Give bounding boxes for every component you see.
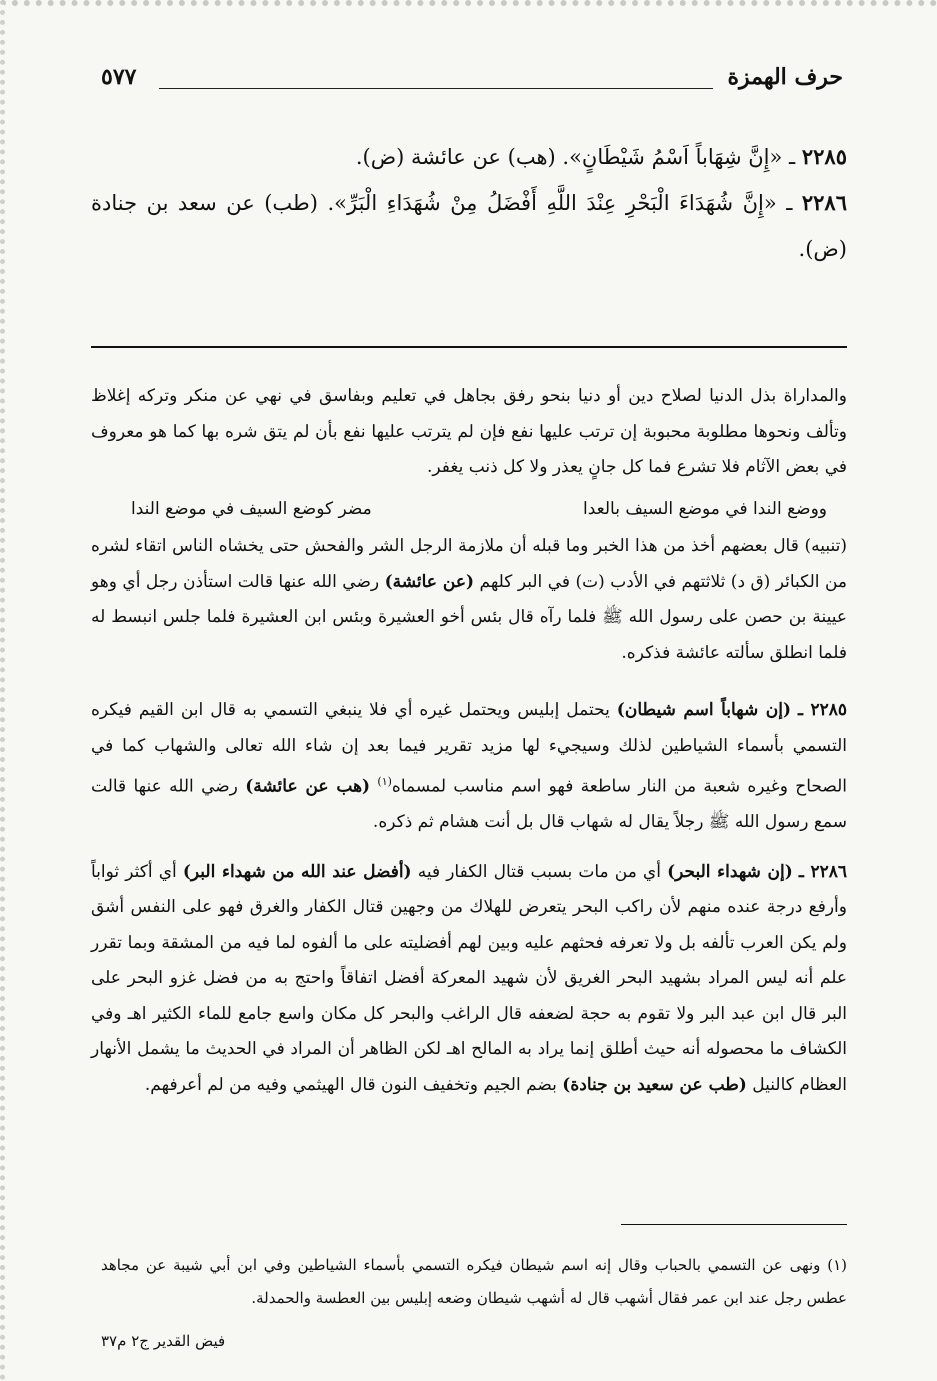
- commentary-block: [91, 379, 847, 1103]
- hadith-number: ٢٢٨٥: [801, 144, 847, 169]
- hadith-2285: ٢٢٨٥ ـ «إِنَّ شِهَاباً اَسْمُ شَيْطَانٍ». (هب) عن عائشة (ض).: [355, 144, 847, 169]
- matn-quote: (إن شهداء البحر): [667, 861, 793, 882]
- book-signature: فيض القدير ج٢ م٣٧: [101, 1332, 226, 1350]
- hadith-number: ٢٢٨٦: [801, 190, 847, 215]
- poem-verse: [131, 492, 827, 528]
- header-rule: [159, 88, 713, 89]
- commentary-text: رضي الله عنها قالت سمع رسول الله ﷺ رجلاً يقال له شهاب قال بل أنت هشام ثم ذكره.: [91, 776, 847, 833]
- tanbih-text: قال بعضهم أخذ من هذا الخبر وما قبله أن ملازمة الرجل الشر والفحش حتى يخشاه الناس اتقاء لشره من الكبائر (ق د) ثلاثتهم في الأدب (ت) في البر كلهم: [91, 536, 847, 592]
- commentary-intro: والمداراة بذل الدنيا لصلاح دين أو دنيا بنحو رفق بجاهل في تعليم وبفاسق في نهي عن منكر وتركه إغلاظ وتألف ونحوها مطلوبة محبوبة إن ترتب عليها نفع فإن لم يترتب عليها نفع بأن لم يتق شره بها كما هو معروف في بعض الآثام فلا تشرع فما كل جانٍ يعذر ولا كل ذنب يغفر.: [91, 386, 847, 477]
- source-ref: (طب عن سعيد بن جنادة): [562, 1074, 747, 1095]
- hadith-text-block: [91, 134, 847, 272]
- hadith-2286: ٢٢٨٦ ـ «إِنَّ شُهَدَاءَ الْبَحْرِ عِنْدَ اللَّهِ أَفْضَلُ مِنْ شُهَدَاءِ الْبَرِّ». (طب) عن سعد بن جنادة (ض).: [91, 190, 847, 261]
- commentary-text: يحتمل إبليس ويحتمل غيره أي فلا ينبغي التسمي به قال ابن القيم فيكره التسمي بأسماء الشياطين لذلك وسيجيء لها مزيد تقرير فيما بعد إن شاء الله تعالى والشهاب كما في الصحاح وغيره شعبة من النار ساطعة فهو اسم مناسب لمسماه: [91, 700, 847, 797]
- tanbih-text: رضي الله عنها قالت استأذن رجل أي وهو عيينة بن حصن على رسول الله ﷺ فلما رآه قال بئس أخو العشيرة وبئس ابن العشيرة فلما جلس انبسط له فلما انطلق سألته عائشة فذكره.: [91, 571, 847, 663]
- commentary-2285: [91, 693, 847, 841]
- matn-quote: (إن شهاباً اسم شيطان): [616, 700, 791, 720]
- commentary-text: أي من مات بسبب قتال الكفار فيه: [417, 861, 661, 882]
- paragraph-gap: [91, 841, 847, 855]
- footnote-text: (١) ونهى عن التسمي بالحباب وقال إنه اسم شيطان فيكره التسمي بأسماء الشياطين وفي ابن أبي شيبة عن مجاهد عطس رجل عند ابن عمر فقال أشهب قال له أشهب شيطان وضعه إبليس بين العطسة والحمدلة.: [101, 1256, 847, 1307]
- commentary-text: أي أكثر ثواباً وأرفع درجة عنده منهم لأن راكب البحر يتعرض للهلاك من وجهين قتال الكفار والغرق فهو على النفس أشق ولم يكن العرب تألفه بل ولا تعرفه فحثهم عليه وبين لهم أفضليته على ما ألفوه لما فيه من المشقة وبما تقرر علم أنه ليس المراد بشهيد البحر الغريق لأن شهيد المعركة أفضل اتفاقاً واحتج به من فضل غزو البحر على البر قال ابن عبد البر ولا تقوم به حجة لضعفه قال الراغب والبحر كل مكان واسع جامع للماء الكثير اهـ وفي الكشاف ما محصوله أنه حيث أطلق إنما يراد به المالح اهـ لكن الظاهر أن المراد في الحديث ما يشمل الأنهار العظام كالنيل: [91, 861, 847, 1095]
- tanbih-label: (تنبيه): [804, 536, 847, 556]
- paragraph-gap: [91, 671, 847, 693]
- tanbih-paragraph: [91, 529, 847, 671]
- section-divider: [91, 346, 847, 348]
- commentary-2286: [91, 855, 847, 1104]
- running-title: حرف الهمزة: [727, 64, 843, 90]
- footnote-rule: [621, 1224, 847, 1225]
- poem-hemistich-right: ووضع الندا في موضع السيف بالعدا: [582, 498, 827, 519]
- footnote: [101, 1249, 847, 1315]
- footnote-marker[interactable]: (١): [377, 775, 392, 788]
- source-ref: (عن عائشة): [384, 571, 475, 592]
- source-ref: (هب عن عائشة): [245, 776, 371, 797]
- poem-hemistich-left: مضر كوضع السيف في موضع الندا: [131, 498, 372, 519]
- hadith-text: «إِنَّ شِهَاباً اَسْمُ شَيْطَانٍ». (هب) عن عائشة (ض).: [355, 145, 783, 169]
- page-header: [101, 64, 843, 100]
- commentary-number: ٢٢٨٥ ـ: [797, 700, 847, 720]
- commentary-number: ٢٢٨٦ ـ: [798, 861, 848, 882]
- commentary-text: بضم الجيم وتخفيف النون قال الهيثمي وفيه من لم أعرفهم.: [144, 1074, 557, 1095]
- matn-quote: (أفضل عند الله من شهداء البر): [182, 861, 412, 882]
- hadith-text: «إِنَّ شُهَدَاءَ الْبَحْرِ عِنْدَ اللَّهِ أَفْضَلُ مِنْ شُهَدَاءِ الْبَرِّ». (طب) عن سعد بن جنادة (ض).: [91, 191, 847, 261]
- page-number: ٥٧٧: [101, 64, 137, 90]
